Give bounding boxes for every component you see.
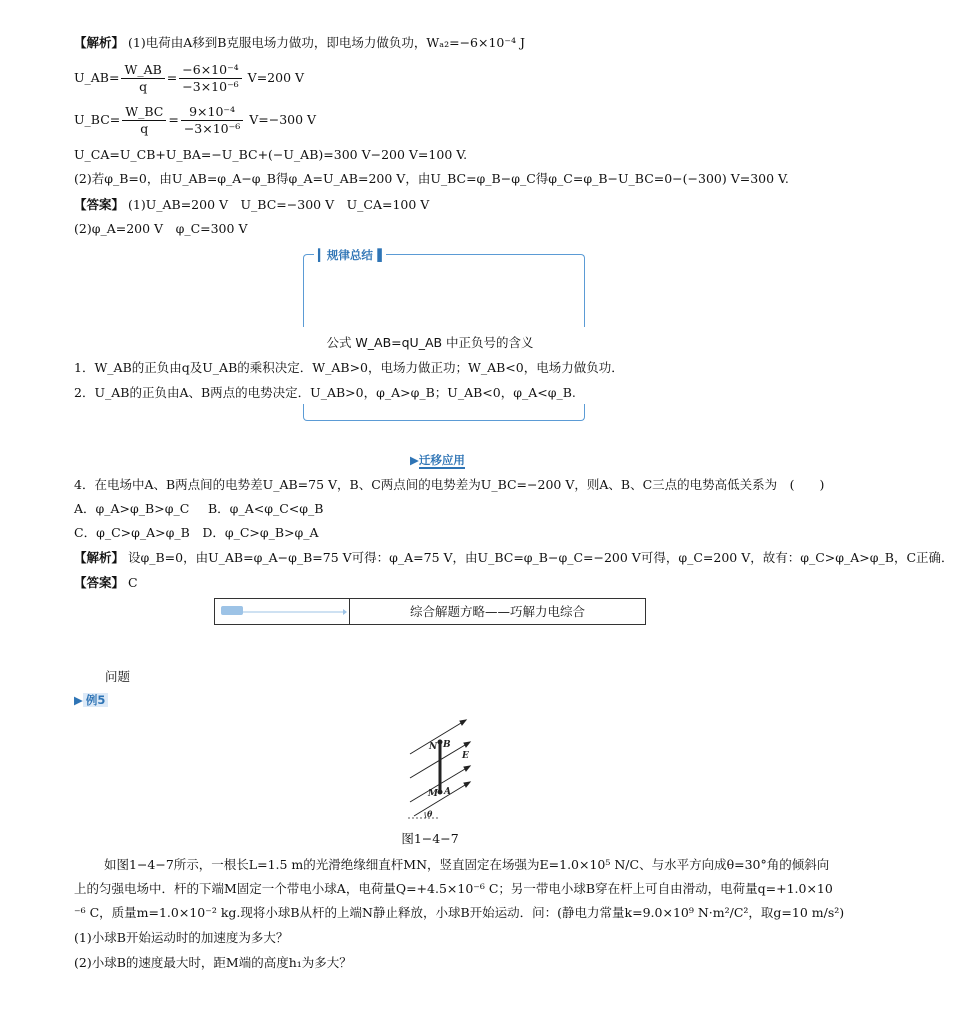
answer-text-1: (1)U_AB=200 V U_BC=−300 V U_CA=100 V	[124, 197, 430, 212]
problem-label: 问题	[105, 669, 131, 684]
ball-a	[438, 790, 443, 795]
option-d: D．φ_C>φ_B>φ_A	[202, 525, 319, 540]
rule-box-top	[303, 254, 585, 327]
problem-text-2: 上的匀强电场中．杆的下端M固定一个带电小球A，电荷量Q=+4.5×10⁻⁶ C；另一带电小球B穿在杆上可自由滑动，电荷量q=+1.0×10	[74, 881, 833, 896]
label-a: A	[444, 787, 451, 797]
solution-text-1: (1)电荷由A移到B克服电场力做功，即电场力做负功，Wₐ₂=−6×10⁻⁴ J	[124, 35, 525, 50]
label-n: N	[429, 742, 438, 752]
figure-1-4-7	[400, 712, 480, 824]
option-b: B．φ_A<φ_C<φ_B	[208, 501, 324, 516]
option-a: A．φ_A>φ_B>φ_C	[74, 501, 190, 516]
uab-frac-1: $\frac{W\_AB}{q}$	[121, 62, 164, 95]
rule-item-1: 1．W_AB的正负由q及U_AB的乘积决定．W_AB>0，电场力做正功；W_AB<0，电场力做负功．	[74, 360, 624, 375]
play-icon: ▶	[410, 453, 419, 467]
uab-formula: U_AB= $\frac{W\_AB}{q}$ = $\frac{\text{−6×10⁻⁴}}{\text{−3×10⁻⁶}}$ V=200 V	[74, 62, 305, 94]
answer-line-1	[74, 196, 429, 214]
problem-text-3: ⁻⁶ C，质量m=1.0×10⁻² kg.现将小球B从杆的上端N静止释放，小球B开始运动．问：(静电力常量k=9.0×10⁹ N·m²/C²，取g=10 m/s²)	[74, 905, 845, 920]
transfer-answer-tag: 【答案】	[74, 575, 125, 590]
label-b: B	[443, 740, 451, 750]
label-theta: θ	[427, 809, 433, 819]
ubc-frac-2: $\frac{\text{9×10⁻⁴}}{\text{−3×10⁻⁶}}$	[181, 104, 243, 137]
uca-line: U_CA=U_CB+U_BA=−U_BC+(−U_AB)=300 V−200 V=100 V.	[74, 147, 468, 162]
label-m: M	[428, 789, 438, 799]
transfer-options-row-2	[74, 524, 319, 542]
rule-box-title: ▎规律总结▐	[314, 247, 386, 263]
part2-line: (2)若φ_B=0，由U_AB=φ_A−φ_B得φ_A=U_AB=200 V，由U_BC=φ_B−φ_C得φ_C=φ_B−U_BC=0−(−300) V=300 V.	[74, 171, 789, 186]
ubc-result: V=−300 V	[245, 112, 317, 127]
solution-line-1	[74, 34, 525, 52]
transfer-options-row-1	[74, 500, 323, 518]
play-icon: ▶	[74, 693, 83, 707]
question-1: (1)小球B开始运动时的加速度为多大？	[74, 930, 289, 945]
transfer-answer-text: C	[124, 575, 138, 590]
question-2: (2)小球B的速度最大时，距M端的高度h₁为多大？	[74, 955, 352, 970]
transfer-solution-tag: 【解析】	[74, 550, 125, 565]
rule-box-bottom	[303, 404, 585, 421]
option-c: C．φ_C>φ_A>φ_B	[74, 525, 190, 540]
transfer-label: ▶迁移应用	[410, 453, 465, 467]
transfer-solution	[74, 549, 954, 567]
section-table	[214, 598, 646, 625]
label-e: E	[462, 751, 469, 761]
example-label: ▶ 例5	[74, 692, 108, 708]
solution-tag: 【解析】	[74, 35, 125, 50]
transfer-answer	[74, 574, 138, 592]
answer-line-2: (2)φ_A=200 V φ_C=300 V	[74, 221, 248, 236]
rule-heading: 公式 W_AB=qU_AB 中正负号的含义	[326, 335, 534, 350]
section-table-title: 综合解题方略——巧解力电综合	[409, 604, 585, 619]
section-table-left-cell	[215, 599, 350, 624]
ball-b	[438, 740, 443, 745]
ubc-left: U_BC=	[74, 112, 121, 127]
ubc-frac-1: $\frac{W\_BC}{q}$	[122, 104, 166, 137]
figure-caption: 图1−4−7	[401, 831, 459, 846]
ubc-formula: U_BC= $\frac{W\_BC}{q}$ = $\frac{\text{9×10⁻⁴}}{\text{−3×10⁻⁶}}$ V=−300 V	[74, 104, 317, 136]
transfer-question: 4．在电场中A、B两点间的电势差U_AB=75 V，B、C两点间的电势差为U_BC=−200 V，则A、B、C三点的电势高低关系为 ( )	[74, 477, 825, 492]
problem-text-1: 如图1−4−7所示，一根长L=1.5 m的光滑绝缘细直杆MN，竖直固定在场强为E=1.0×10⁵ N/C、与水平方向成θ=30°角的倾斜向	[104, 857, 830, 872]
uab-result: V=200 V	[243, 70, 305, 85]
section-arrow-icon	[215, 599, 349, 624]
transfer-solution-text: 设φ_B=0，由U_AB=φ_A−φ_B=75 V可得：φ_A=75 V，由U_BC=φ_B−φ_C=−200 V可得，φ_C=200 V，故有：φ_C>φ_A>φ_B，C正确．	[124, 550, 954, 565]
uab-left: U_AB=	[74, 70, 120, 85]
uab-frac-2: $\frac{\text{−6×10⁻⁴}}{\text{−3×10⁻⁶}}$	[179, 62, 241, 95]
answer-tag: 【答案】	[74, 197, 125, 212]
rule-item-2: 2．U_AB的正负由A、B两点的电势决定．U_AB>0，φ_A>φ_B；U_AB<0，φ_A<φ_B.	[74, 385, 576, 400]
